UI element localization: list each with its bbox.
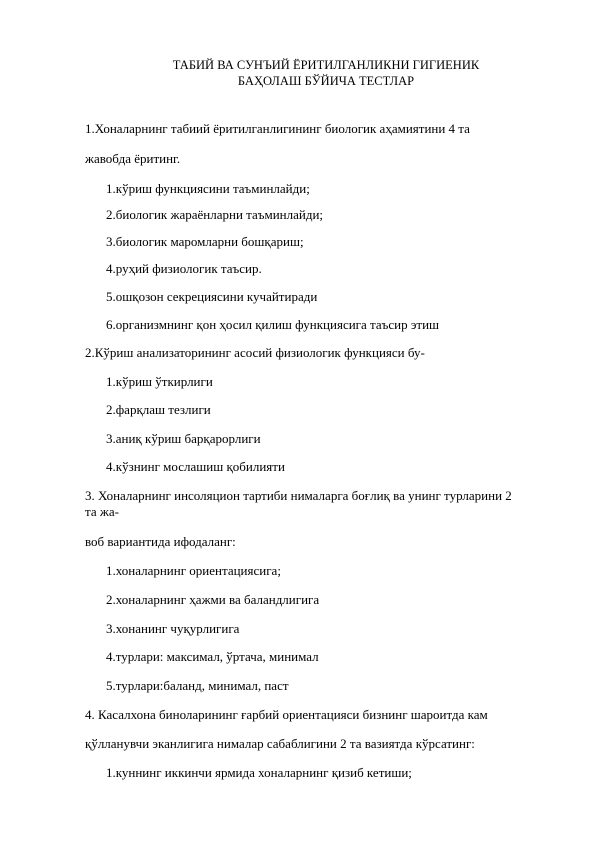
question-3-option: 3.хонанинг чуқурлигига	[106, 621, 240, 636]
question-3-option: 4.турлари: максимал, ўртача, минимал	[106, 649, 319, 664]
question-4-option: 1.куннинг иккинчи ярмида хоналарнинг қизиб кетиши;	[106, 765, 412, 780]
question-4-text: 4. Касалхона биноларининг ғарбий ориентацияси бизнинг шароитда кам	[85, 707, 488, 722]
question-1-text: 1.Хоналарнинг табиий ёритилганлигининг биологик аҳамиятини 4 та	[85, 121, 470, 136]
question-3-text-continued: та жа-	[85, 504, 119, 519]
document-title-line-1: ТАБИЙ ВА СУНЪИЙ ЁРИТИЛГАНЛИКНИ ГИГИЕНИК	[172, 58, 480, 72]
question-3-option: 5.турлари:баланд, минимал, паст	[106, 678, 289, 693]
question-3-text-continued: воб вариантида ифодаланг:	[85, 534, 236, 549]
question-1-option: 4.руҳий физиологик таъсир.	[106, 261, 262, 276]
question-1-option: 5.ошқозон секрециясини кучайтиради	[106, 289, 318, 304]
question-1-option: 1.кўриш функциясини таъминлайди;	[106, 181, 310, 196]
question-2-option: 4.кўзнинг мослашиш қобилияти	[106, 459, 285, 474]
question-3-option: 1.хоналарнинг ориентациясига;	[106, 563, 281, 578]
question-2-option: 3.аниқ кўриш барқарорлиги	[106, 431, 261, 446]
question-2-option: 2.фарқлаш тезлиги	[106, 402, 211, 417]
question-2-text: 2.Кўриш анализаторининг асосий физиологик функцияси бу-	[85, 345, 425, 360]
document-title-line-2: БАҲОЛАШ БЎЙИЧА ТЕСТЛАР	[237, 74, 415, 88]
question-1-option: 6.организмнинг қон ҳосил қилиш функциясига таъсир этиш	[106, 317, 440, 332]
question-3-text: 3. Хоналарнинг инсоляцион тартиби нималарга боғлиқ ва унинг турларини 2	[85, 488, 512, 503]
question-1-text-continued: жавобда ёритинг.	[85, 151, 181, 166]
question-2-option: 1.кўриш ўткирлиги	[106, 374, 213, 389]
question-1-option: 3.биологик маромларни бошқариш;	[106, 234, 304, 249]
question-1-option: 2.биологик жараёнларни таъминлайди;	[106, 207, 324, 222]
question-4-text-continued: қўлланувчи эканлигига нималар сабаблигини 2 та вазиятда кўрсатинг:	[85, 736, 475, 751]
question-3-option: 2.хоналарнинг ҳажми ва баландлигига	[106, 592, 320, 607]
